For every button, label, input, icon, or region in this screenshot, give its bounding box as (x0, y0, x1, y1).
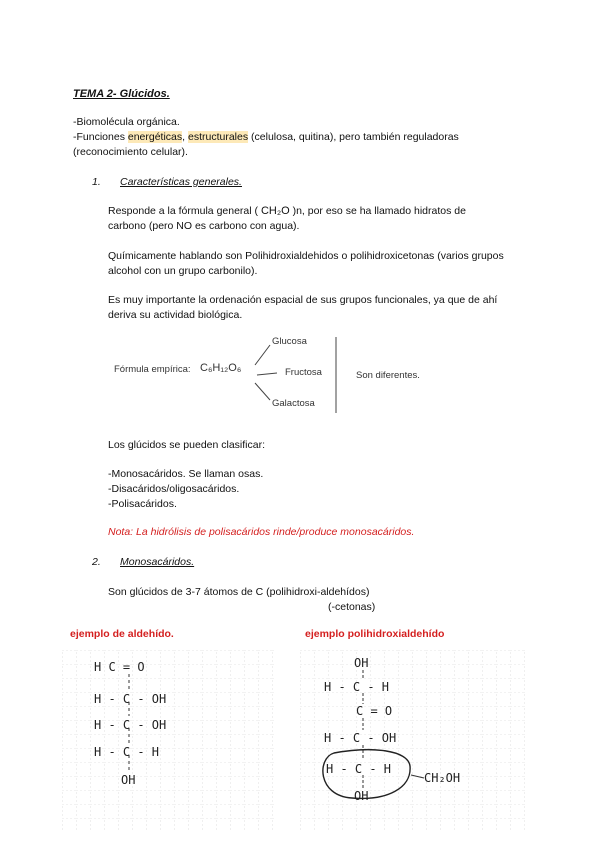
intro-line-1: -Biomolécula orgánica. (73, 116, 180, 128)
section-1-paragraph-1-line-1 (108, 204, 466, 219)
classification-intro: Los glúcidos se pueden clasificar: (108, 439, 266, 451)
p1-prefix: Responde a la fórmula general ( (108, 205, 259, 217)
aldehido-row-2: H - C - OH (94, 692, 167, 706)
section-2-line-1: Son glúcidos de 3-7 átomos de C (polihidroxi-aldehídos) (108, 586, 370, 598)
intro-line-3: (reconocimiento celular). (73, 146, 188, 158)
section-2-heading: Monosacáridos. (120, 556, 195, 568)
aldehido-row-3: H - C - OH (94, 718, 167, 732)
classification-item-1: -Monosacáridos. Se llaman osas. (108, 468, 264, 480)
section-1-paragraph-1-line-2: carbono (pero NO es carbono con agua). (108, 220, 300, 232)
intro-line-2-prefix: -Funciones (73, 131, 128, 143)
polihidroxi-row-5: H - C - H (326, 762, 392, 776)
example-aldehido-title: ejemplo de aldehído. (70, 628, 174, 640)
intro-line-2 (73, 131, 459, 143)
diagram-formula-label: Fórmula empírica: (114, 364, 191, 375)
highlight-energeticas: energéticas (127, 131, 183, 143)
branch-line-glucosa (255, 345, 270, 365)
p1-suffix: )n, por eso se ha llamado hidratos de (292, 205, 466, 217)
polihidroxi-bonds-and-ring (312, 668, 432, 808)
polihidroxi-row-1: OH (354, 656, 369, 670)
section-2-line-2: (-cetonas) (328, 601, 376, 613)
aldehido-row-5: OH (121, 773, 136, 787)
classification-item-2: -Disacáridos/oligosacáridos. (108, 483, 240, 495)
section-1-paragraph-2-line-1: Químicamente hablando son Polihidroxialdehidos o polihidroxicetonas (varios grupos (108, 250, 504, 262)
aldehido-row-4: H - C - H (94, 745, 160, 759)
diagram-conclusion: Son diferentes. (356, 370, 420, 381)
polihidroxi-row-4: H - C - OH (324, 731, 397, 745)
example-polihidroxialdehido-title: ejemplo polihidroxialdehído (305, 628, 445, 640)
page-title: TEMA 2- Glúcidos. (73, 88, 170, 100)
polihidroxi-row-6: OH (354, 789, 369, 803)
diagram-branch-glucosa: Glucosa (272, 336, 307, 347)
section-2-number: 2. (92, 556, 101, 568)
polihidroxi-row-3: C = O (356, 704, 393, 718)
section-1-paragraph-2-line-2: alcohol con un grupo carbonilo). (108, 265, 258, 277)
branch-line-galactosa (255, 383, 270, 400)
section-1-paragraph-3-line-1: Es muy importante la ordenación espacial de sus grupos funcionales, ya que de ahí (108, 294, 498, 306)
diagram-branch-fructosa: Fructosa (285, 367, 322, 378)
diagram-branch-galactosa: Galactosa (272, 398, 315, 409)
polihidroxi-side-group: CH₂OH (424, 771, 461, 785)
aldehido-bonds (120, 672, 140, 777)
section-1-paragraph-3-line-2: deriva su actividad biológica. (108, 309, 243, 321)
polihidroxi-row-2: H - C - H (324, 680, 390, 694)
grid-paper-left (62, 650, 274, 830)
intro-line-2-suffix: (celulosa, quitina), pero también reguladoras (248, 131, 459, 143)
classification-item-3: -Polisacáridos. (108, 498, 177, 510)
diagram-formula: C₆H₁₂O₆ (200, 362, 242, 374)
intro-line-2-comma: , (182, 131, 188, 143)
section-1-heading: Características generales. (120, 176, 242, 188)
hydrolysis-note: Nota: La hidrólisis de polisacáridos rinde/produce monosacáridos. (108, 526, 415, 538)
highlight-estructurales: estructurales (188, 131, 249, 143)
p1-formula: CH₂O (260, 205, 290, 217)
branch-line-fructosa (257, 373, 277, 375)
aldehido-row-1: H C = O (94, 660, 145, 674)
section-1-number: 1. (92, 176, 101, 188)
